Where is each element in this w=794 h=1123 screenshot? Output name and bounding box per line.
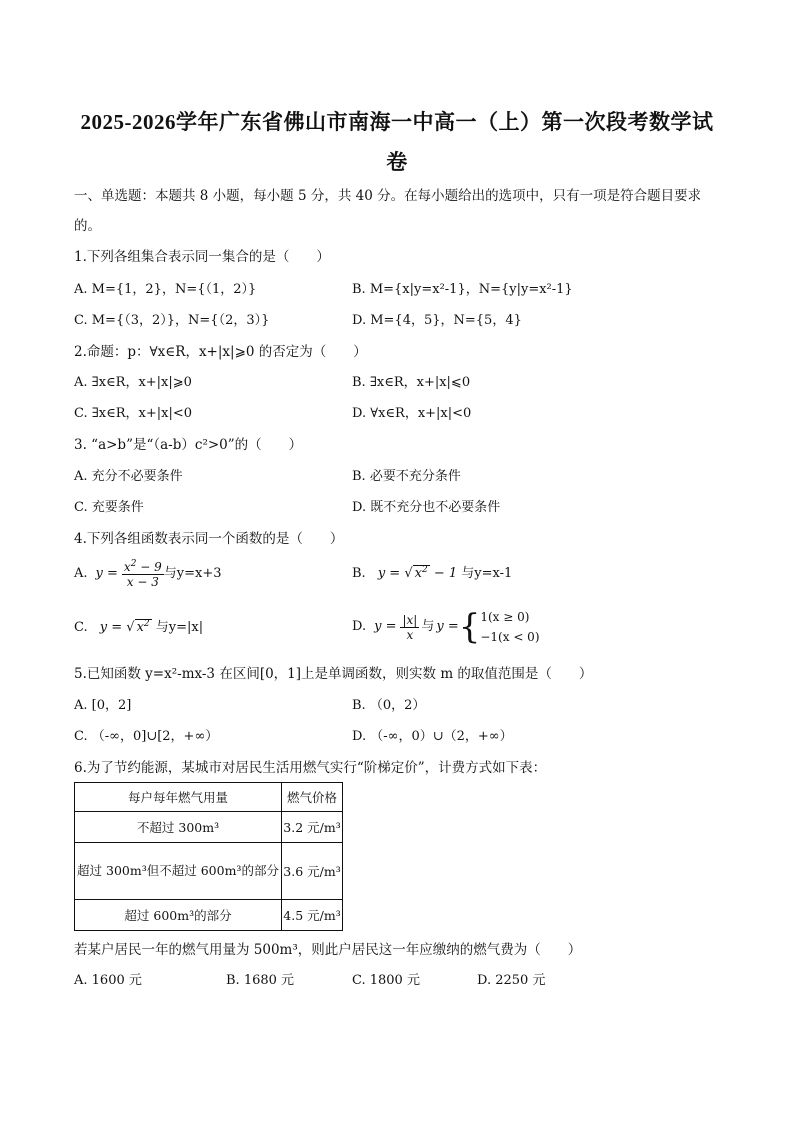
question-4-option-d[interactable]: [352, 605, 540, 649]
question-6-option-a[interactable]: A. 1600 元: [74, 973, 142, 988]
table-row: [75, 843, 343, 900]
question-4-stem: 4.下列各组函数表示同一个函数的是（ ）: [74, 531, 344, 547]
section-header: 一、单选题：本题共 8 小题，每小题 5 分，共 40 分。在每小题给出的选项中，只有一项是符合题目要求: [74, 188, 702, 204]
formula-minus: − 1: [433, 566, 458, 581]
table-cell-price: 3.6 元/m³: [282, 843, 343, 900]
table-cell-price: 4.5 元/m³: [282, 900, 343, 931]
sqrt-formula: √ $x^2$: [126, 619, 150, 635]
table-cell-usage: 超过 300m³但不超过 600m³的部分: [75, 843, 282, 900]
formula-compare: 与y=x-1: [461, 566, 513, 581]
option-label: D.: [352, 619, 367, 634]
question-1-stem: 1.下列各组集合表示同一集合的是（ ）: [74, 249, 330, 265]
question-4-option-b[interactable]: [352, 565, 512, 583]
formula-y: y =: [374, 619, 397, 634]
question-3-option-a[interactable]: A. 充分不必要条件: [74, 469, 183, 484]
page-title: 2025-2026学年广东省佛山市南海一中高一（上）第一次段考数学试: [80, 110, 714, 134]
fraction-formula: $\frac{x^2 - 9}{x - 3}$: [123, 558, 162, 589]
question-6-option-b[interactable]: B. 1680 元: [226, 973, 295, 988]
question-2-option-b[interactable]: B. ∃x∈R，x+|x|⩽0: [352, 375, 471, 390]
brace-icon: {: [458, 607, 481, 647]
table-header-price: 燃气价格: [282, 783, 343, 812]
question-5-option-a[interactable]: A. [0，2]: [74, 698, 132, 713]
table-header-usage: 每户每年燃气用量: [75, 783, 282, 812]
case-1: 1(x ≥ 0): [480, 610, 530, 624]
question-6-option-c[interactable]: C. 1800 元: [352, 973, 420, 988]
table-row: [75, 900, 343, 931]
case-2: −1(x < 0): [480, 630, 540, 644]
formula-y: y =: [436, 619, 459, 634]
option-label: C.: [74, 620, 88, 635]
question-2-option-d[interactable]: D. ∀x∈R，x+|x|<0: [352, 406, 472, 421]
option-label: A.: [74, 566, 88, 581]
question-2-option-a[interactable]: A. ∃x∈R，x+|x|⩾0: [74, 375, 192, 390]
table-row: [75, 812, 343, 843]
formula-y: y =: [99, 620, 123, 635]
question-1-option-a[interactable]: A. M={1，2}，N={（1，2）}: [74, 282, 257, 297]
question-4-option-a[interactable]: [74, 556, 221, 592]
question-2-stem: 2.命题：p：∀x∈R，x+|x|⩾0 的否定为（ ）: [74, 344, 367, 360]
formula-compare: 与: [421, 619, 435, 634]
question-1-option-c[interactable]: C. M={（3，2）}，N={（2，3）}: [74, 313, 270, 328]
question-5-option-b[interactable]: B. （0，2）: [352, 698, 426, 713]
sqrt-formula: √ $x^2$: [404, 565, 428, 581]
formula-y: y =: [95, 566, 118, 581]
question-3-option-d[interactable]: D. 既不充分也不必要条件: [352, 500, 501, 515]
question-3-stem: 3. “a>b”是“（a-b）c²>0”的（ ）: [74, 437, 303, 453]
question-6-question: 若某户居民一年的燃气用量为 500m³，则此户居民这一年应缴纳的燃气费为（ ）: [74, 942, 582, 958]
gas-price-table: [74, 782, 343, 931]
table-header-row: [75, 783, 343, 812]
section-header-cont: 的。: [74, 218, 101, 234]
formula-y: y =: [377, 566, 401, 581]
table-cell-price: 3.2 元/m³: [282, 812, 343, 843]
formula-compare: 与y=|x|: [155, 620, 204, 635]
question-1-option-d[interactable]: D. M={4，5}，N={5，4}: [352, 313, 522, 328]
formula-compare: 与y=x+3: [163, 566, 222, 581]
fraction-formula: $\frac{|x|}{x}$: [402, 612, 418, 642]
option-label: B.: [352, 566, 366, 581]
question-6-option-d[interactable]: D. 2250 元: [477, 973, 546, 988]
page-title-cont: 卷: [386, 150, 408, 174]
question-5-stem: 5.已知函数 y=x²-mx-3 在区间[0，1]上是单调函数，则实数 m 的取值范围是（ ）: [74, 666, 593, 682]
question-1-option-b[interactable]: B. M={x|y=x²-1}，N={y|y=x²-1}: [352, 282, 573, 297]
piecewise-cases: [480, 607, 539, 647]
table-cell-usage: 超过 600m³的部分: [75, 900, 282, 931]
question-2-option-c[interactable]: C. ∃x∈R，x+|x|<0: [74, 406, 193, 421]
table-cell-usage: 不超过 300m³: [75, 812, 282, 843]
question-6-stem: 6.为了节约能源，某城市对居民生活用燃气实行“阶梯定价”，计费方式如下表：: [74, 760, 547, 776]
question-5-option-d[interactable]: D. （-∞，0）∪（2，+∞）: [352, 729, 513, 744]
question-3-option-b[interactable]: B. 必要不充分条件: [352, 469, 461, 484]
question-3-option-c[interactable]: C. 充要条件: [74, 500, 144, 515]
question-4-option-c[interactable]: [74, 619, 203, 637]
question-5-option-c[interactable]: C. （-∞，0]∪[2，+∞）: [74, 729, 219, 744]
